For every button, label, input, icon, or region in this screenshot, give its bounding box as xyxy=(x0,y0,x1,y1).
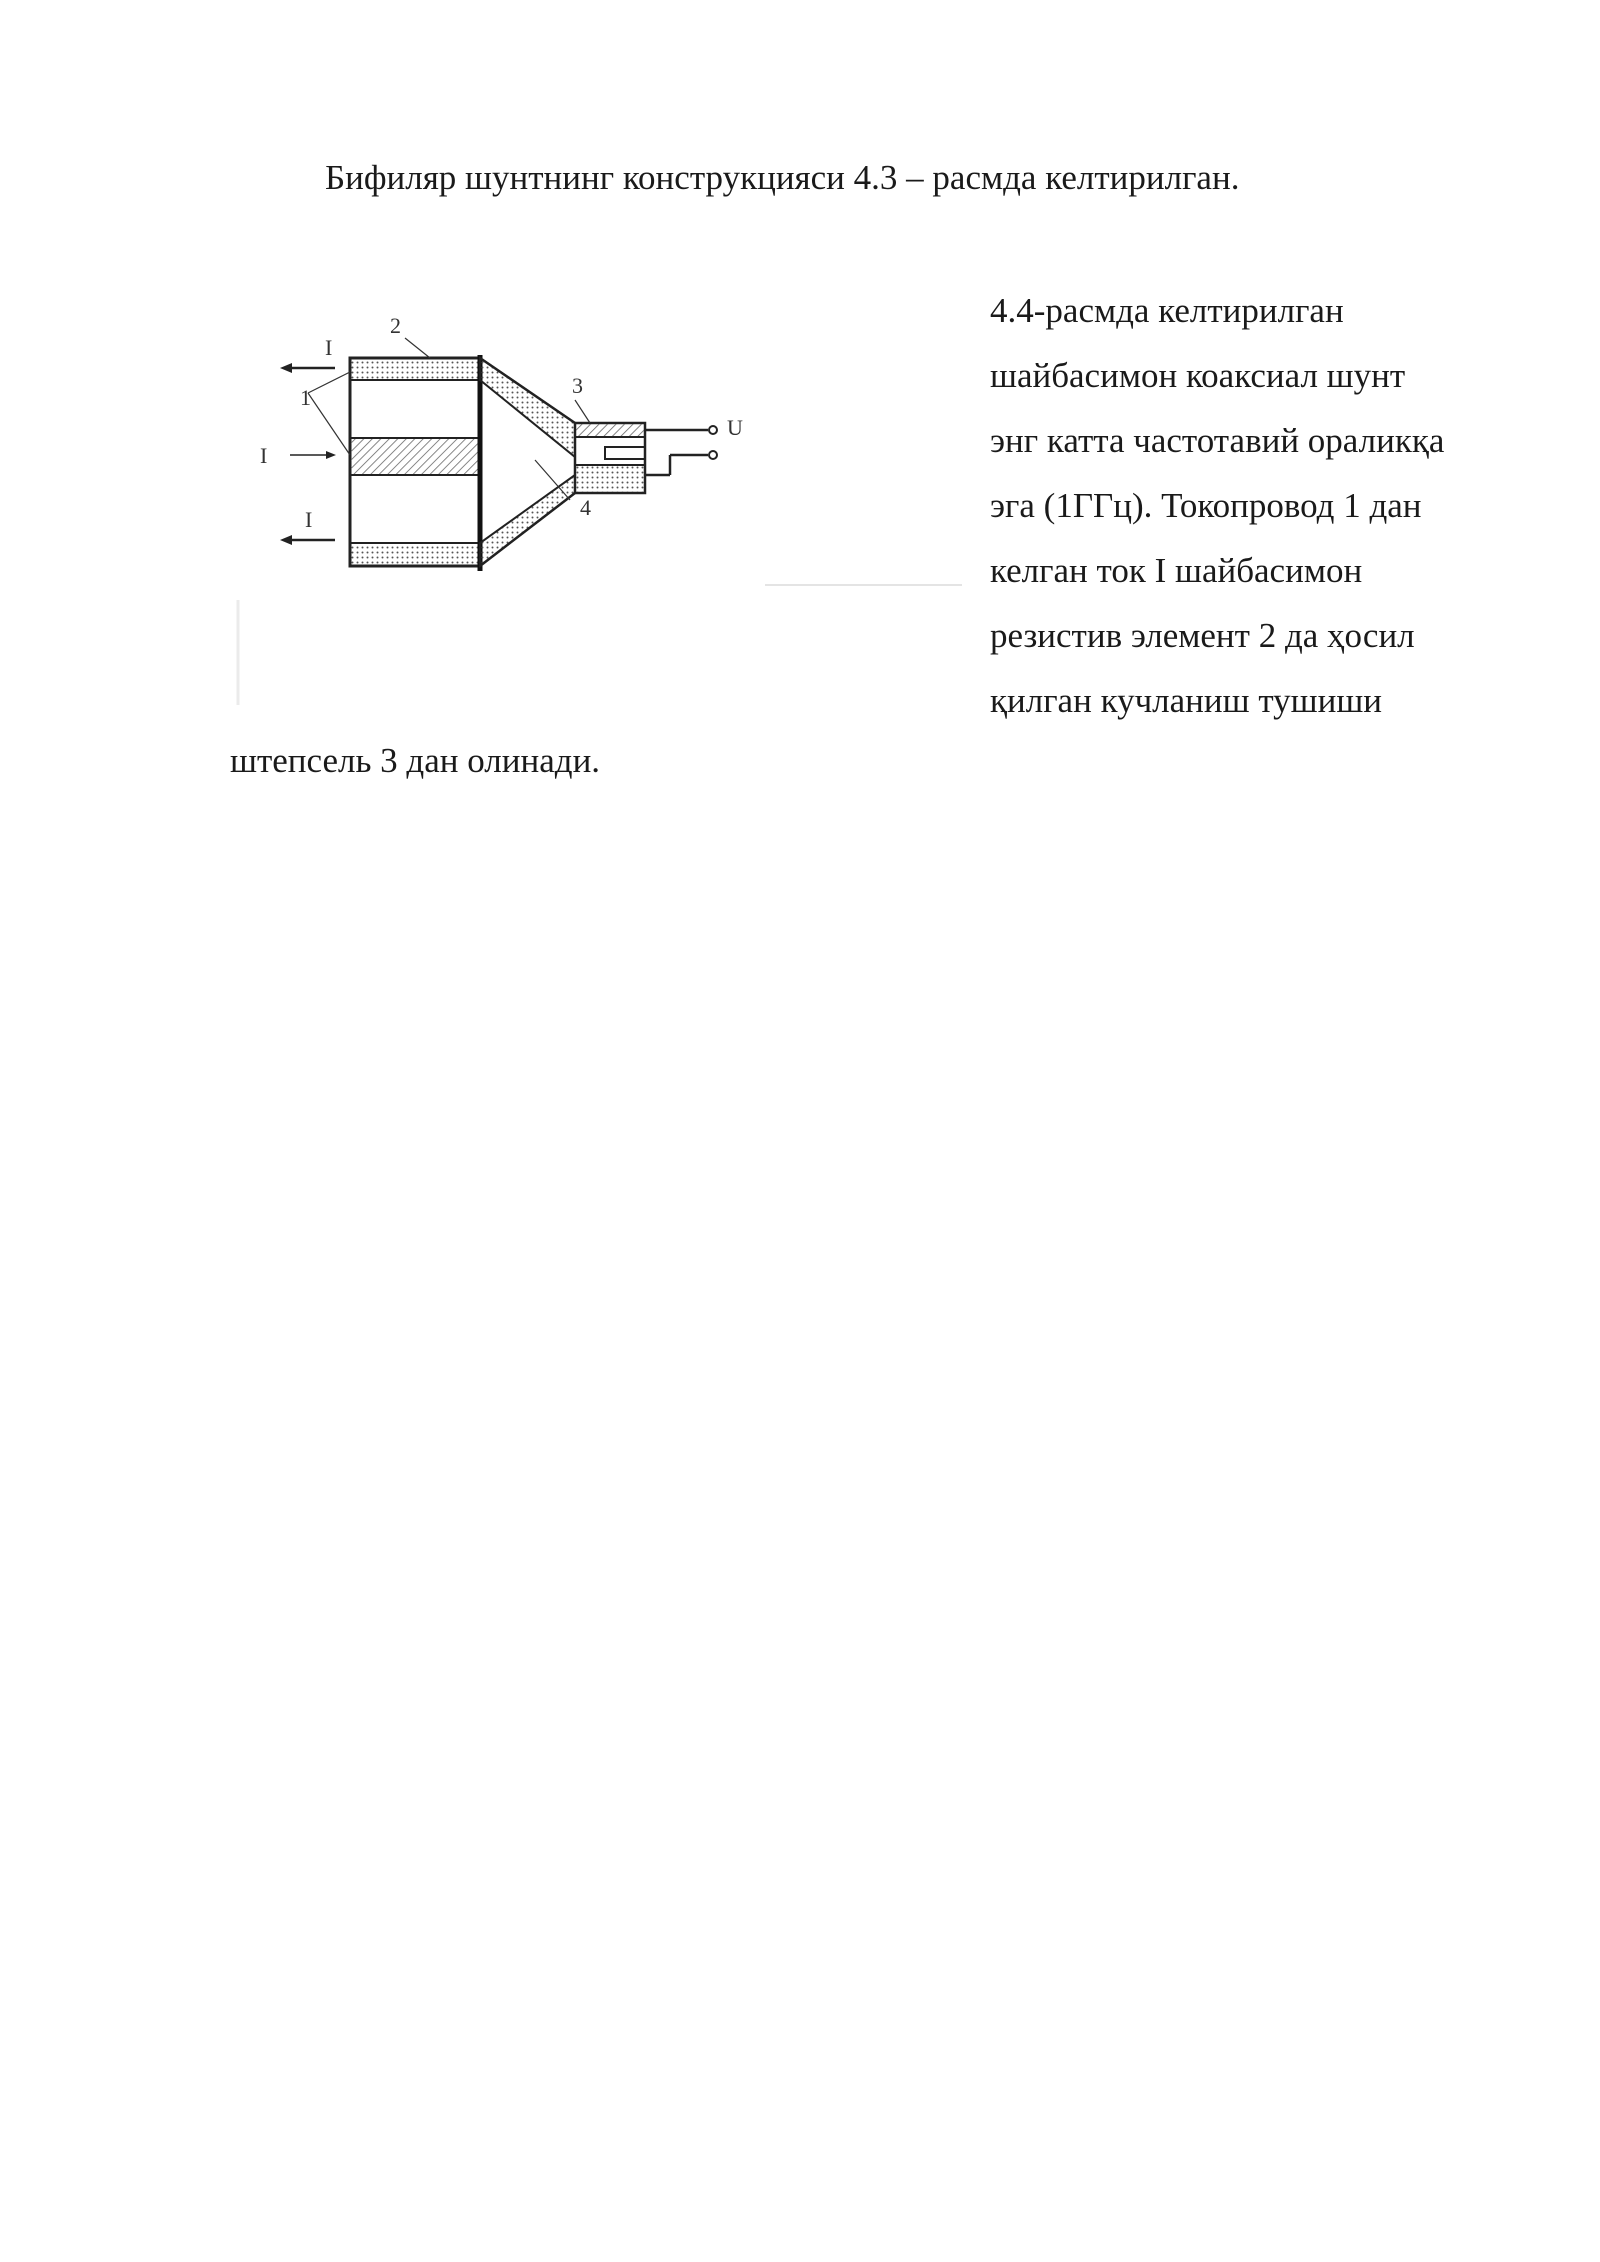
intro-paragraph: Бифиляр шунтнинг конструкцияси 4.3 – расмда келтирилган. xyxy=(325,158,1240,197)
label-part-4: 4 xyxy=(580,495,591,520)
desc-line-5: келган ток I шайбасимон xyxy=(990,551,1363,590)
desc-line-7: қилган кучланиш тушиши xyxy=(990,681,1383,720)
bottom-layer xyxy=(350,543,480,566)
desc-line-4: эга (1ГГц). Токопровод 1 дан xyxy=(990,486,1422,525)
label-current-bot: I xyxy=(305,507,313,532)
label-part-1: 1 xyxy=(300,385,311,410)
desc-line-2: шайбасимон коаксиал шунт xyxy=(990,356,1406,395)
label-part-3: 3 xyxy=(572,373,583,398)
figure-description xyxy=(990,278,1530,733)
top-layer xyxy=(350,358,480,380)
desc-line-6: резистив элемент 2 да ҳосил xyxy=(990,616,1415,655)
label-voltage: U xyxy=(727,415,743,440)
label-part-2: 2 xyxy=(390,313,401,338)
label-current-mid: I xyxy=(260,443,268,468)
shunt-diagram xyxy=(230,275,970,715)
desc-line-1: 4.4-расмда келтирилган xyxy=(990,291,1344,330)
desc-line-3: энг катта частотавий ораликқа xyxy=(990,421,1445,460)
coaxial-shunt-figure xyxy=(230,275,970,715)
middle-layer xyxy=(350,438,480,475)
label-current-top: I xyxy=(325,335,333,360)
continuation-paragraph: штепсель 3 дан олинади. xyxy=(230,741,601,780)
